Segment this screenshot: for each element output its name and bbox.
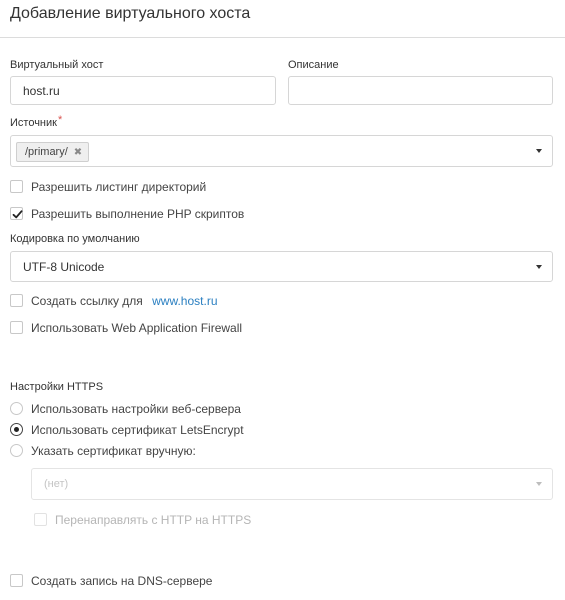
chevron-down-icon (536, 265, 542, 269)
letsencrypt-label: Использовать сертификат LetsEncrypt (31, 423, 244, 437)
source-select[interactable] (10, 135, 553, 167)
encoding-value: UTF-8 Unicode (23, 260, 105, 274)
allow-php-label: Разрешить выполнение PHP скриптов (31, 207, 245, 221)
create-link-label: Создать ссылку для (31, 294, 143, 308)
dns-record-label: Создать запись на DNS-сервере (31, 574, 213, 588)
radio-dot (14, 427, 19, 432)
dns-record-checkbox[interactable] (10, 574, 23, 587)
dialog-header (0, 0, 565, 38)
radio-manual-certificate[interactable] (10, 444, 23, 457)
allow-listing-label: Разрешить листинг директорий (31, 180, 207, 194)
create-link-checkbox[interactable] (10, 294, 23, 307)
manual-certificate-label: Указать сертификат вручную: (31, 444, 196, 458)
certificate-value: (нет) (44, 478, 69, 490)
allow-listing-checkbox[interactable] (10, 180, 23, 193)
description-label: Описание (288, 59, 339, 71)
checkmark-icon (12, 209, 23, 220)
webserver-settings-label: Использовать настройки веб-сервера (31, 402, 241, 416)
source-label-text: Источник (10, 117, 57, 129)
virtual-host-input[interactable] (10, 76, 276, 105)
host-link[interactable]: www.host.ru (152, 294, 218, 308)
chevron-down-icon (536, 149, 542, 153)
chevron-down-icon (536, 482, 542, 486)
encoding-label: Кодировка по умолчанию (10, 233, 140, 245)
certificate-select[interactable] (31, 468, 553, 500)
remove-tag-icon[interactable]: ✖ (73, 146, 83, 158)
description-input[interactable] (288, 76, 553, 105)
source-tag-label: /primary/ (25, 146, 68, 158)
waf-checkbox[interactable] (10, 321, 23, 334)
allow-php-checkbox[interactable] (10, 207, 23, 220)
page-title: Добавление виртуального хоста (10, 5, 251, 22)
source-label (10, 114, 63, 129)
redirect-https-label: Перенаправлять с HTTP на HTTPS (55, 513, 252, 527)
radio-webserver-settings[interactable] (10, 402, 23, 415)
source-tag (16, 142, 89, 162)
create-link-option (31, 294, 218, 308)
radio-letsencrypt[interactable] (10, 423, 23, 436)
virtual-host-label: Виртуальный хост (10, 59, 104, 71)
waf-label: Использовать Web Application Firewall (31, 321, 243, 335)
redirect-https-checkbox[interactable] (34, 513, 47, 526)
encoding-select[interactable] (10, 251, 553, 282)
required-mark: * (57, 114, 63, 126)
https-settings-title: Настройки HTTPS (10, 381, 104, 393)
